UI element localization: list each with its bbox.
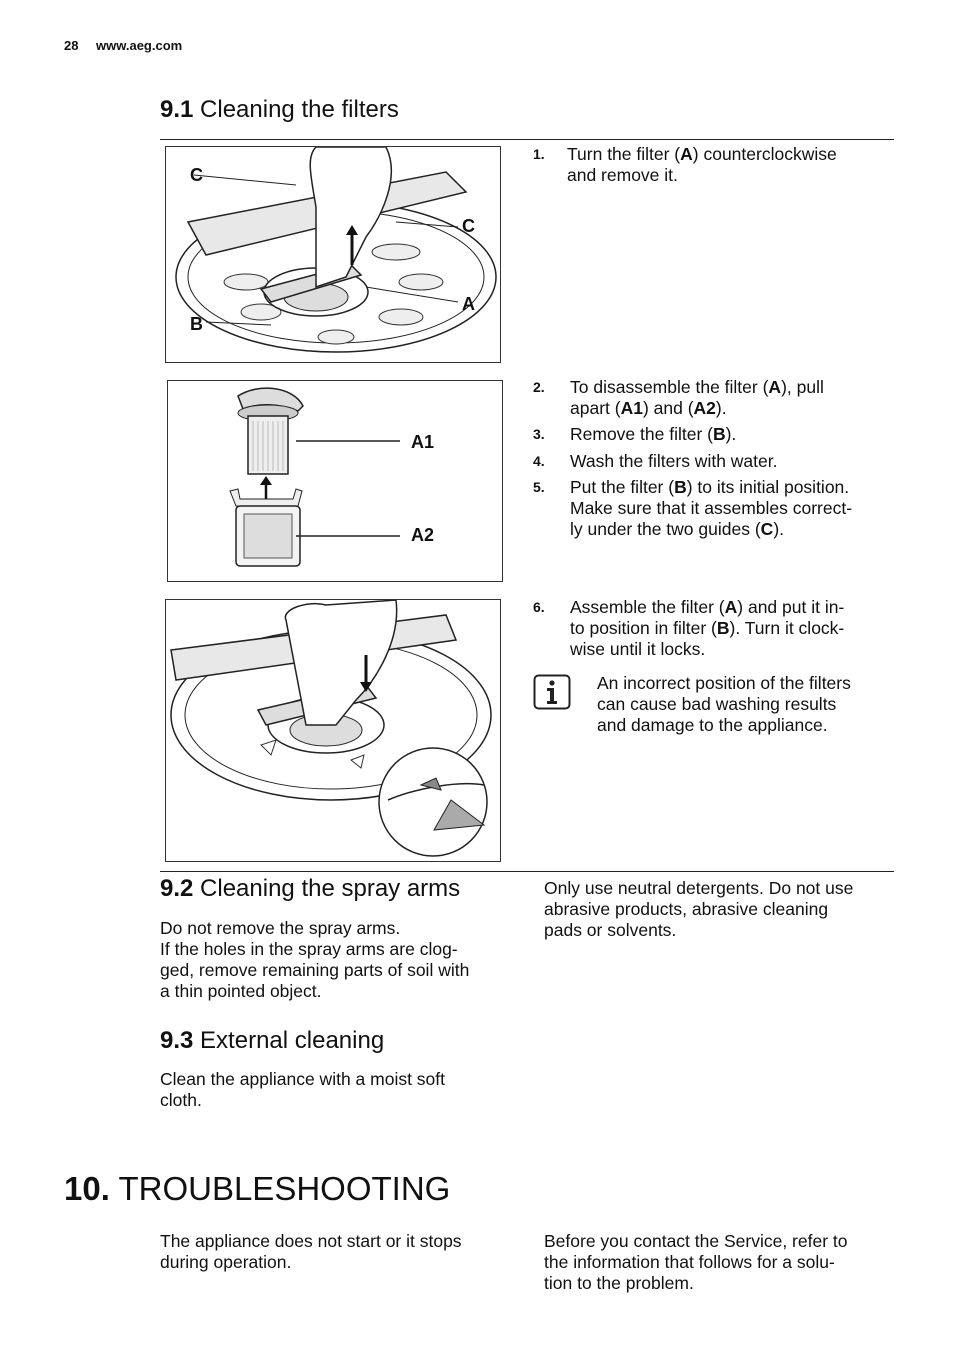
section-number: 9.1 [160, 96, 194, 123]
section-divider [160, 871, 894, 872]
label-c-right: C [462, 216, 475, 236]
label-a2: A2 [411, 525, 435, 545]
section-9-1-heading [160, 96, 399, 124]
step-number: 1. [533, 146, 545, 162]
chapter-heading: 10. TROUBLESHOOTING [64, 1170, 451, 1207]
info-note-text: An incorrect position of the filters can cause bad washing results and damage to the appliance. [597, 673, 851, 735]
figure-remove-filter [165, 146, 501, 363]
section-9-2-heading: 9.2 Cleaning the spray arms [160, 875, 461, 902]
label-c-left: C [190, 165, 203, 185]
section-9-2-body: Do not remove the spray arms. If the holes in the spray arms are clog- ged, remove remaining parts of soil with a thin pointed object. [160, 918, 470, 1001]
label-b: B [190, 314, 203, 334]
header-url[interactable]: www.aeg.com [96, 38, 183, 53]
section-9-3-body: Clean the appliance with a moist soft cloth. [160, 1069, 446, 1110]
section-9-3-heading: 9.3 External cleaning [160, 1027, 385, 1054]
info-icon [533, 674, 571, 710]
figure-assemble-filter [165, 599, 501, 862]
section-title: Cleaning the filters [200, 96, 399, 123]
page-number: 28 [64, 38, 79, 53]
section-10-right-body: Before you contact the Service, refer to the information that follows for a solu- tion to the problem. [544, 1231, 848, 1293]
label-a: A [462, 294, 475, 314]
section-divider [160, 139, 894, 140]
label-a1: A1 [411, 432, 435, 452]
figure-disassemble-filter [167, 380, 503, 582]
section-10-left-body: The appliance does not start or it stops during operation. [160, 1231, 462, 1272]
section-9-2-right-body: Only use neutral detergents. Do not use abrasive products, abrasive cleaning pads or solvents. [544, 878, 854, 940]
